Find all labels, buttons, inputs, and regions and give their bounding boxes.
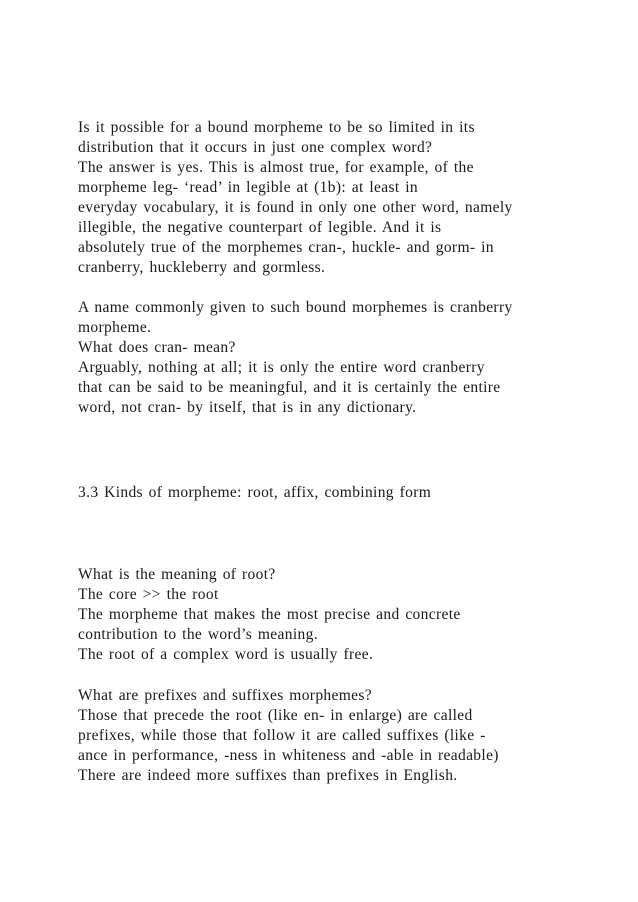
- text-line: What is the meaning of root?: [78, 566, 276, 583]
- text-line: The answer is yes. This is almost true, for example, of the: [78, 159, 474, 176]
- paragraph-affixes: [78, 686, 578, 786]
- text-line: morpheme leg- ‘read’ in legible at (1b): at least in: [78, 179, 418, 196]
- text-line: The root of a complex word is usually free.: [78, 646, 374, 663]
- text-line: What are prefixes and suffixes morphemes?: [78, 687, 373, 704]
- text-line: illegible, the negative counterpart of legible. And it is: [78, 219, 442, 236]
- text-line: ance in performance, -ness in whiteness and -able in readable): [78, 747, 499, 764]
- text-line: The core >> the root: [78, 586, 219, 603]
- text-line: cranberry, huckleberry and gormless.: [78, 259, 326, 276]
- text-line: Arguably, nothing at all; it is only the entire word cranberry: [78, 359, 485, 376]
- text-line: word, not cran- by itself, that is in any dictionary.: [78, 399, 417, 416]
- section-heading-text: 3.3 Kinds of morpheme: root, affix, combining form: [78, 484, 432, 501]
- text-line: What does cran- mean?: [78, 339, 236, 356]
- text-line: morpheme.: [78, 319, 152, 336]
- text-line: contribution to the word’s meaning.: [78, 626, 318, 643]
- text-line: that can be said to be meaningful, and it is certainly the entire: [78, 379, 501, 396]
- text-line: The morpheme that makes the most precise and concrete: [78, 606, 461, 623]
- text-line: There are indeed more suffixes than prefixes in English.: [78, 767, 458, 784]
- text-line: distribution that it occurs in just one complex word?: [78, 139, 433, 156]
- text-line: prefixes, while those that follow it are called suffixes (like -: [78, 727, 486, 744]
- paragraph-cranberry-morpheme: [78, 298, 578, 418]
- text-line: A name commonly given to such bound morphemes is cranberry: [78, 299, 513, 316]
- text-line: everyday vocabulary, it is found in only one other word, namely: [78, 199, 513, 216]
- text-line: Is it possible for a bound morpheme to be so limited in its: [78, 119, 475, 136]
- text-line: absolutely true of the morphemes cran-, huckle- and gorm- in: [78, 239, 494, 256]
- paragraph-root: [78, 565, 578, 665]
- section-heading: [78, 483, 578, 503]
- text-line: Those that precede the root (like en- in enlarge) are called: [78, 707, 473, 724]
- paragraph-bound-morpheme: [78, 118, 578, 278]
